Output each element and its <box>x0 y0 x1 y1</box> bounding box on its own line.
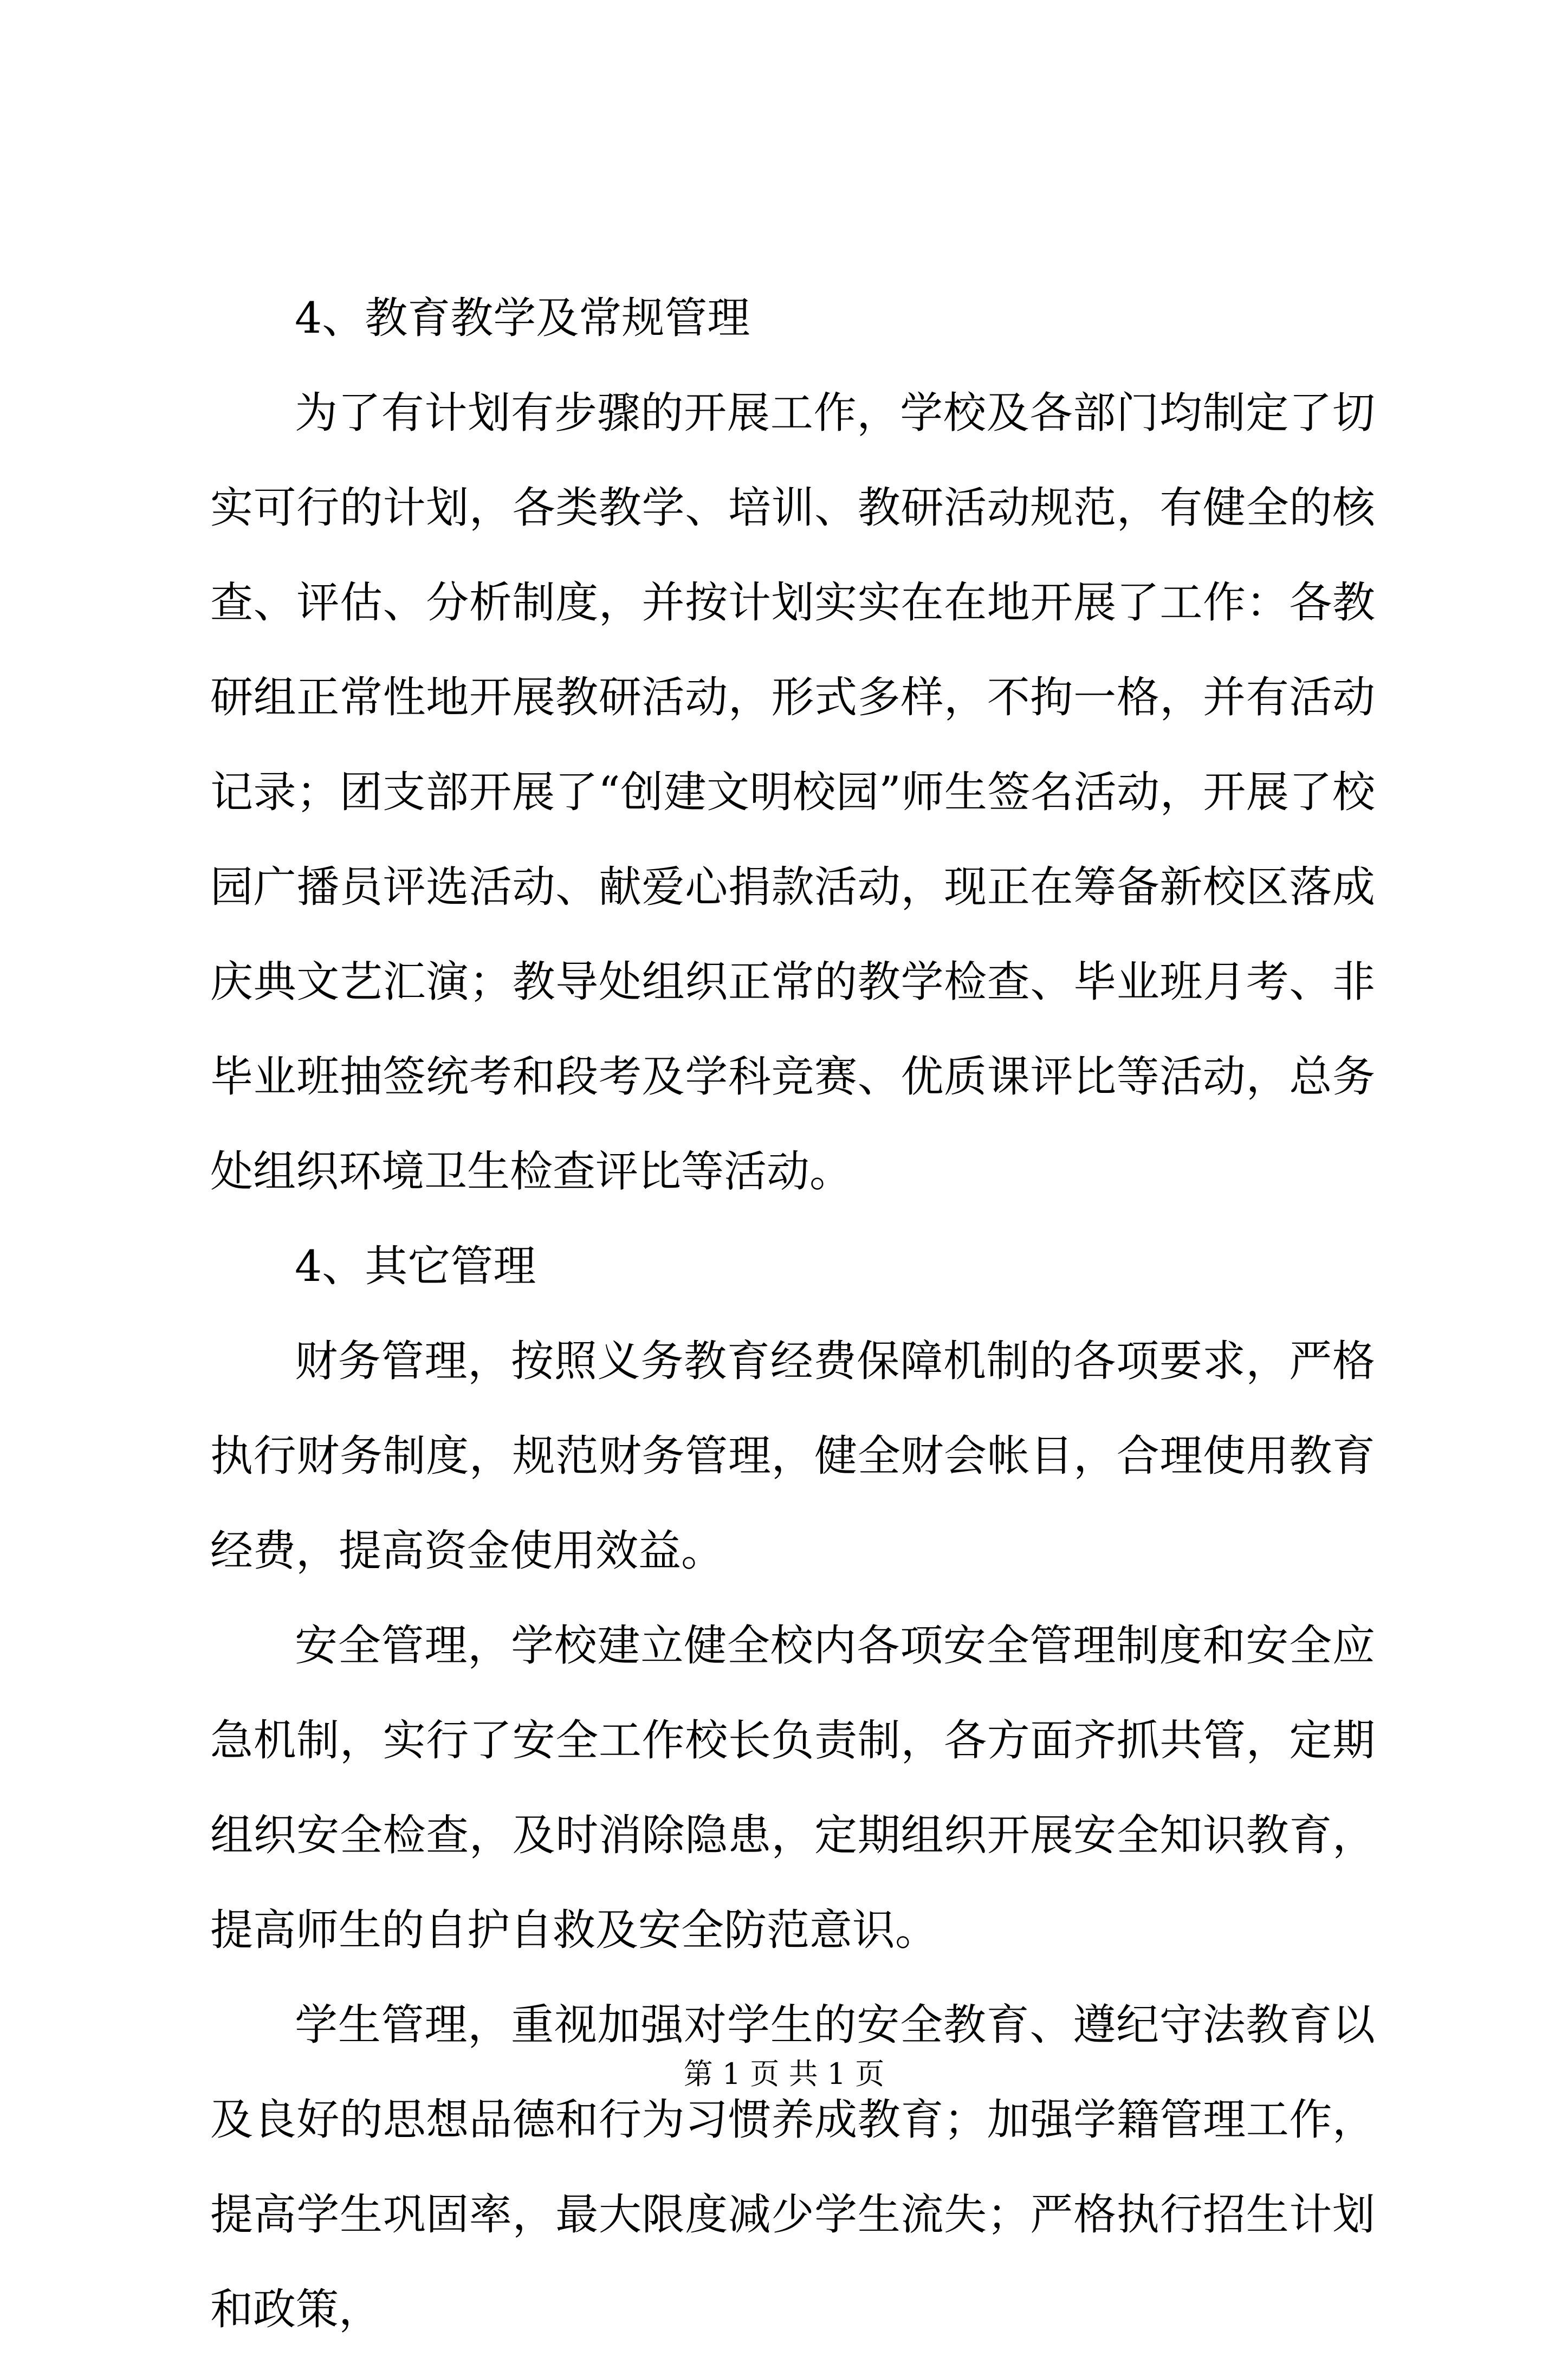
paragraph-teaching-routine: 为了有计划有步骤的开展工作，学校及各部门均制定了切实可行的计划，各类教学、培训、教研活动规范，有健全的核查、评估、分析制度，并按计划实实在在地开展了工作：各教研组正常性地开展教研活动，形式多样，不拘一格，并有活动记录；团支部开展了“创建文明校园”师生签名活动，开展了校园广播员评选活动、献爱心捐款活动，现正在筹备新校区落成庆典文艺汇演；教导处组织正常的教学检查、毕业班月考、非毕业班抽签统考和段考及学科竞赛、优质课评比等活动，总务处组织环境卫生检查评比等活动。 <box>210 388 1375 1196</box>
page-footer: 第 1 页 共 1 页 <box>683 2057 885 2091</box>
section-heading-other: 4、其它管理 <box>295 1241 536 1291</box>
section-heading-teaching: 4、教育教学及常规管理 <box>295 293 750 343</box>
document-body <box>210 271 1375 2357</box>
paragraph-student-management: 学生管理，重视加强对学生的安全教育、遵纪守法教育以及良好的思想品德和行为习惯养成教育；加强学籍管理工作，提高学生巩固率，最大限度减少学生流失；严格执行招生计划和政策， <box>210 2000 1375 2334</box>
paragraph-financial-management: 财务管理，按照义务教育经费保障机制的各项要求，严格执行财务制度，规范财务管理，健全财会帐目，合理使用教育经费，提高资金使用效益。 <box>210 1336 1375 1576</box>
paragraph-safety-management: 安全管理，学校建立健全校内各项安全管理制度和安全应急机制，实行了安全工作校长负责制，各方面齐抓共管，定期组织安全检查，及时消除隐患，定期组织开展安全知识教育，提高师生的自护自救及安全防范意识。 <box>210 1621 1375 1955</box>
